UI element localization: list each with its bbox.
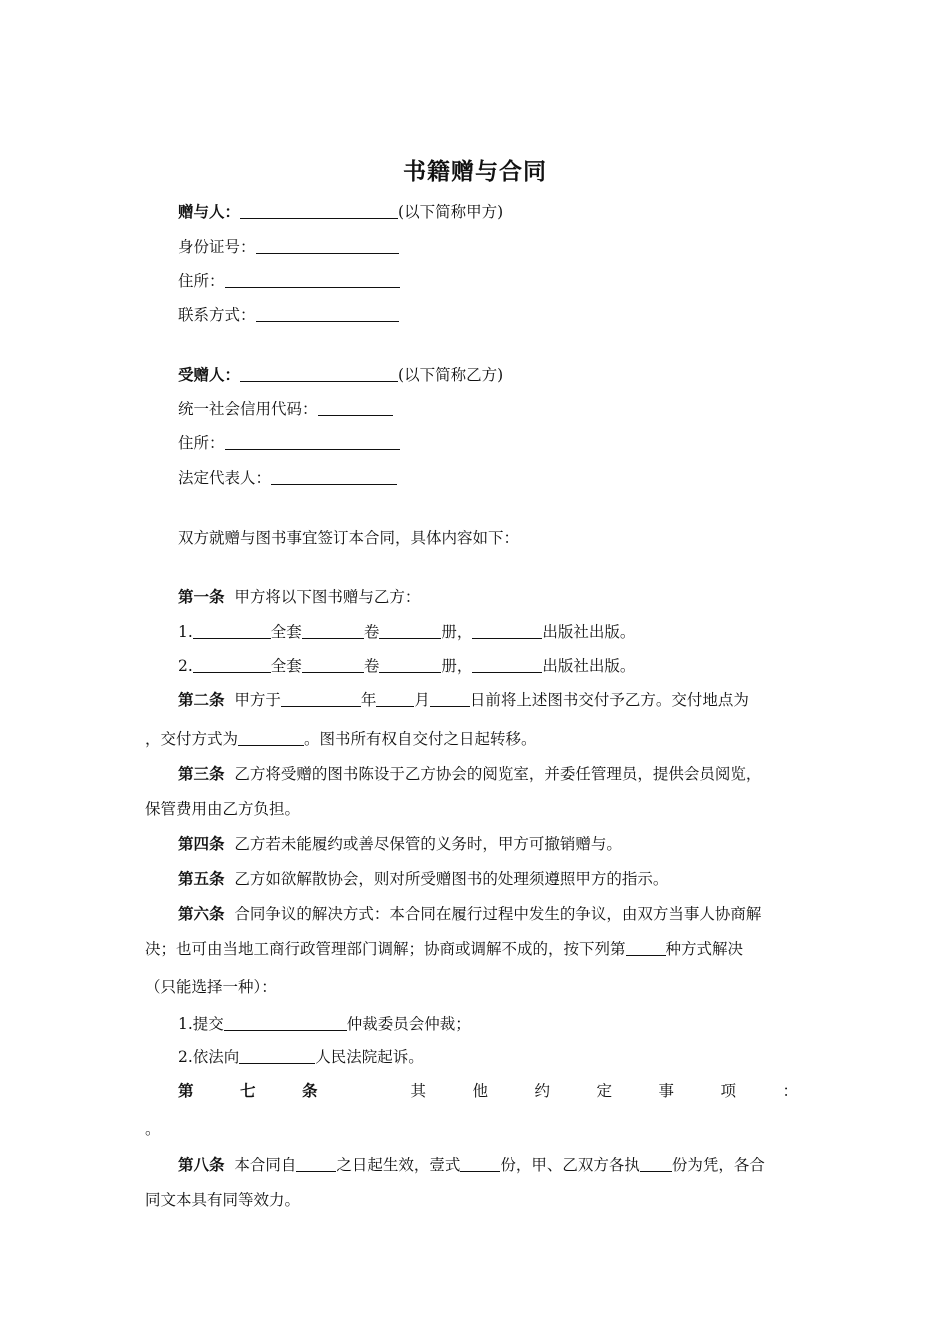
article-4-text: 乙方若未能履约或善尽保管的义务时，甲方可撤销赠与。: [234, 835, 622, 853]
option-text: 人民法院起诉。: [315, 1048, 424, 1066]
option-text: 1.提交: [178, 1015, 224, 1033]
article-7-char: 约: [534, 1082, 550, 1100]
court-blank[interactable]: [239, 1048, 315, 1064]
item-number: 2.: [178, 657, 193, 675]
article-5-text: 乙方如欲解散协会，则对所受赠图书的处理须遵照甲方的指示。: [234, 870, 669, 888]
article-1-item-1: [178, 622, 635, 642]
article-8-text: 份，甲、乙双方各执: [500, 1156, 640, 1174]
article-3: [178, 764, 761, 784]
article-2-line-2: [145, 729, 537, 749]
article-2-text: 。图书所有权自交付之日起转移。: [304, 730, 537, 748]
article-6-line-3: （只能选择一种）：: [145, 978, 277, 996]
effective-date-blank[interactable]: [296, 1156, 336, 1172]
article-8-text: 份为凭，各合: [671, 1156, 765, 1174]
blank[interactable]: [379, 657, 441, 673]
blank[interactable]: [302, 657, 364, 673]
donee-credit-line: [178, 399, 393, 419]
article-7-char: 事: [658, 1082, 674, 1100]
article-7-char: 项: [720, 1082, 736, 1100]
donor-id-blank[interactable]: [256, 238, 399, 254]
delivery-method-blank[interactable]: [238, 730, 304, 746]
item-text: 出版社出版。: [542, 623, 636, 641]
article-7-char: 他: [472, 1082, 488, 1100]
blank[interactable]: [379, 623, 441, 639]
donor-address-blank[interactable]: [225, 272, 400, 288]
article-7-char: 第: [178, 1082, 194, 1100]
article-8-head: 第八条: [178, 1156, 225, 1174]
article-7-char: 定: [596, 1082, 612, 1100]
article-6-head: 第六条: [178, 905, 225, 923]
blank[interactable]: [193, 623, 271, 639]
article-1-head: 第一条: [178, 588, 225, 606]
donee-line: [178, 365, 503, 385]
article-7-char: 七: [240, 1082, 256, 1100]
article-8-text: 之日起生效，壹式: [336, 1156, 461, 1174]
donor-address-line: [178, 271, 400, 291]
article-2-text: 甲方于: [234, 691, 281, 709]
article-2-text: 日前将上述图书交付予乙方。交付地点为: [469, 691, 749, 709]
donor-contact-label: 联系方式：: [178, 306, 256, 324]
item-text: 卷: [363, 657, 380, 675]
donee-address-blank[interactable]: [225, 434, 400, 450]
donor-name-blank[interactable]: [240, 203, 398, 219]
donee-credit-blank[interactable]: [318, 400, 393, 416]
donee-rep-blank[interactable]: [271, 469, 397, 485]
donee-suffix: (以下简称乙方): [398, 366, 504, 384]
article-5: [178, 869, 668, 889]
option-text: 仲裁委员会仲裁；: [346, 1015, 471, 1033]
copies-blank[interactable]: [460, 1156, 500, 1172]
article-8-line-2: 同文本具有同等效力。: [145, 1191, 301, 1209]
article-3-line-2: 保管费用由乙方负担。: [145, 800, 301, 818]
month-blank[interactable]: [376, 691, 414, 707]
each-copies-blank[interactable]: [640, 1156, 672, 1172]
donor-contact-blank[interactable]: [256, 306, 399, 322]
item-text: 册，: [441, 623, 473, 641]
donee-address-label: 住所：: [178, 434, 225, 452]
item-text: 卷: [363, 623, 380, 641]
article-6-option-2: [178, 1047, 424, 1067]
donee-address-line: [178, 433, 400, 453]
article-6-text: 种方式解决: [665, 940, 744, 958]
item-text: 册，: [441, 657, 473, 675]
article-2-text: 月: [414, 691, 430, 709]
donor-suffix: (以下简称甲方): [398, 203, 504, 221]
article-8-text: 本合同自: [234, 1156, 297, 1174]
article-7-char: ：: [782, 1082, 798, 1100]
blank[interactable]: [472, 657, 542, 673]
donee-label: 受赠人：: [178, 366, 241, 384]
article-2-head: 第二条: [178, 691, 225, 709]
article-5-head: 第五条: [178, 870, 225, 888]
article-6-line-2: [145, 939, 743, 959]
article-6-option-1: [178, 1014, 471, 1034]
donor-contact-line: [178, 305, 399, 325]
article-2-text: 年: [360, 691, 377, 709]
item-text: 出版社出版。: [542, 657, 636, 675]
item-number: 1.: [178, 623, 193, 641]
article-1-text: 甲方将以下图书赠与乙方：: [234, 588, 421, 606]
article-8: [178, 1155, 765, 1175]
article-7: [178, 1081, 798, 1101]
donee-credit-label: 统一社会信用代码：: [178, 400, 318, 418]
method-number-blank[interactable]: [626, 940, 666, 956]
article-4: [178, 834, 622, 854]
donor-id-label: 身份证号：: [178, 238, 256, 256]
donor-label: 赠与人：: [178, 203, 241, 221]
article-2-text: ，交付方式为: [145, 730, 239, 748]
intro-text: 双方就赠与图书事宜签订本合同，具体内容如下：: [178, 529, 520, 547]
article-7-char: 其: [410, 1082, 426, 1100]
article-4-head: 第四条: [178, 835, 225, 853]
arbitration-blank[interactable]: [224, 1015, 347, 1031]
article-7-char: 条: [302, 1082, 318, 1100]
article-7-end: 。: [145, 1120, 161, 1138]
article-6: [178, 904, 761, 924]
donor-id-line: [178, 237, 399, 257]
donor-address-label: 住所：: [178, 272, 225, 290]
article-1: [178, 587, 420, 607]
blank[interactable]: [472, 623, 542, 639]
article-3-head: 第三条: [178, 765, 225, 783]
donee-rep-label: 法定代表人：: [178, 469, 272, 487]
document-title: 书籍赠与合同: [403, 159, 547, 185]
option-text: 2.依法向: [178, 1048, 240, 1066]
donee-rep-line: [178, 468, 397, 488]
item-text: 全套: [270, 657, 302, 675]
article-1-item-2: [178, 656, 635, 676]
item-text: 全套: [270, 623, 302, 641]
article-3-text: 乙方将受赠的图书陈设于乙方协会的阅览室，并委任管理员，提供会员阅览，: [234, 765, 762, 783]
donee-name-blank[interactable]: [240, 366, 398, 382]
article-6-text: 决；也可由当地工商行政管理部门调解；协商或调解不成的，按下列第: [145, 940, 626, 958]
donor-line: [178, 202, 503, 222]
article-2: [178, 690, 749, 710]
article-6-text: 合同争议的解决方式：本合同在履行过程中发生的争议，由双方当事人协商解: [234, 905, 762, 923]
year-blank[interactable]: [281, 691, 361, 707]
blank[interactable]: [193, 657, 271, 673]
day-blank[interactable]: [430, 691, 470, 707]
blank[interactable]: [302, 623, 364, 639]
